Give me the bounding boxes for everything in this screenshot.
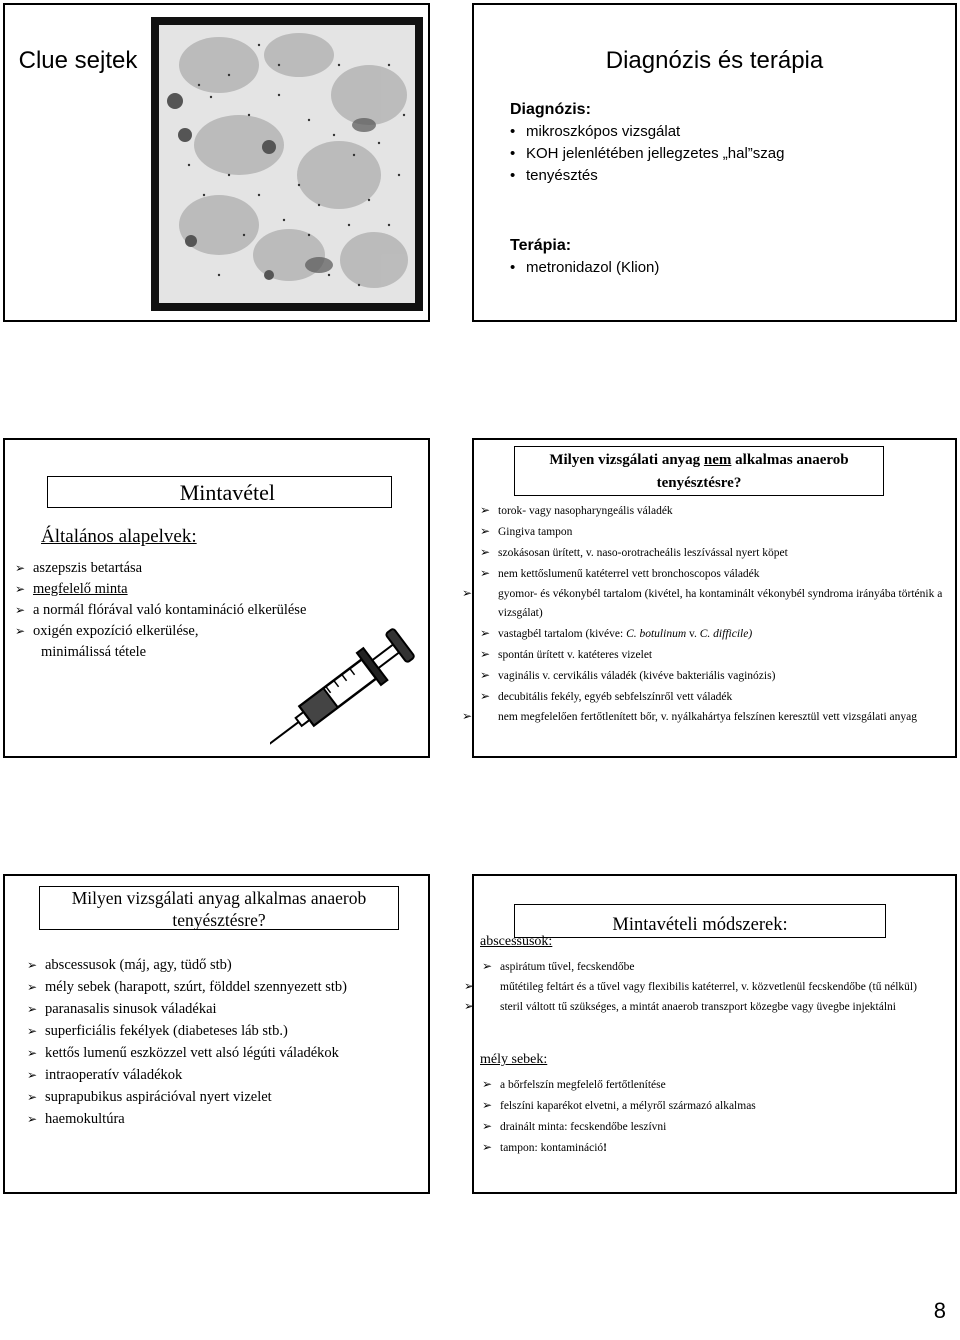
slide-not-suitable-material <box>462 438 957 758</box>
arrow-bullet-icon: ➢ <box>464 979 475 993</box>
list-item: ➢ a normál flórával való kontamináció elkerülése <box>15 600 306 621</box>
arrow-bullet-icon: ➢ <box>480 647 491 661</box>
arrow-bullet-icon: ➢ <box>480 668 491 682</box>
list-item: ➢ szokásosan ürített, v. naso-orotracheális leszívással nyert köpet <box>480 542 945 563</box>
slide-clue-cells <box>3 3 430 322</box>
not-suitable-list <box>462 500 945 727</box>
arrow-bullet-icon: ➢ <box>480 545 491 559</box>
list-item: ➢ nem kettőslumenű katéterrel vett bronchoscopos váladék <box>480 563 945 584</box>
arrow-bullet-icon: ➢ <box>482 1098 493 1112</box>
list-item: ➢ decubitális fekély, egyéb sebfelszínről vett váladék <box>480 686 945 707</box>
arrow-bullet-icon: ➢ <box>15 582 26 596</box>
therapy-list <box>510 257 659 279</box>
slide-sampling-methods <box>464 874 957 1194</box>
list-item: ➢ a bőrfelszín megfelelő fertőtlenítése <box>482 1074 945 1095</box>
list-item: ➢ oxigén expozíció elkerülése, <box>15 621 306 642</box>
slide-title: Milyen vizsgálati anyag alkalmas anaerob tenyésztésre? <box>39 886 399 930</box>
arrow-bullet-icon: ➢ <box>482 1119 493 1133</box>
suitable-list <box>27 954 347 1130</box>
page-number: 8 <box>933 1298 946 1323</box>
list-item: ➢ paranasalis sinusok váladékai <box>27 998 347 1020</box>
arrow-bullet-icon: ➢ <box>480 689 491 703</box>
list-item: • tenyésztés <box>510 165 784 187</box>
arrow-bullet-icon: ➢ <box>464 999 475 1013</box>
list-item: ➢ gyomor- és vékonybél tartalom (kivétel, ha kontaminált vékonybél syndroma irányába történik a vizsgálat) <box>462 586 943 619</box>
arrow-bullet-icon: ➢ <box>27 1090 38 1104</box>
abscess-methods-list <box>464 956 945 1017</box>
list-item: ➢ Gingiva tampon <box>480 521 945 542</box>
slide-title: Mintavétel <box>47 476 392 508</box>
slide-title: Clue sejtek <box>18 47 138 74</box>
list-item: • metronidazol (Klion) <box>510 257 659 279</box>
slide-title: Milyen vizsgálati anyag nem alkalmas anaerob tenyésztésre? <box>514 446 884 496</box>
list-item: ➢ spontán ürített v. katéteres vizelet <box>480 644 945 665</box>
arrow-bullet-icon: ➢ <box>27 1046 38 1060</box>
list-item: ➢ felszíni kaparékot elvetni, a mélyről származó alkalmas <box>482 1095 945 1116</box>
list-item: ➢ vaginális v. cervikális váladék (kivéve bakteriális vaginózis) <box>480 665 945 686</box>
list-item: ➢ steril váltott tű szükséges, a mintát anaerob transzport közegbe vagy üvegbe injektálni <box>482 997 945 1017</box>
list-item: • KOH jelenlétében jellegzetes „hal”szag <box>510 143 784 165</box>
arrow-bullet-icon: ➢ <box>15 603 26 617</box>
list-item: ➢ tampon: kontamináció! <box>482 1137 945 1158</box>
list-item: ➢ mély sebek (harapott, szúrt, földdel szennyezett stb) <box>27 976 347 998</box>
therapy-label: Terápia: <box>510 237 572 254</box>
list-item: ➢ vastagbél tartalom (kivéve: C. botulinum v. C. difficile) <box>480 623 945 644</box>
arrow-bullet-icon: ➢ <box>27 1068 38 1082</box>
list-item: ➢ intraoperatív váladékok <box>27 1064 347 1086</box>
arrow-bullet-icon: ➢ <box>27 980 38 994</box>
arrow-bullet-icon: ➢ <box>480 503 491 517</box>
list-item: ➢ nem megfelelően fertőtlenített bőr, v. nyálkahártya felszínen keresztül vett vizsgálati anyag <box>480 707 945 727</box>
arrow-bullet-icon: ➢ <box>27 1024 38 1038</box>
slide-title: Mintavételi módszerek: <box>514 904 886 938</box>
arrow-bullet-icon: ➢ <box>480 566 491 580</box>
arrow-bullet-icon: ➢ <box>27 1002 38 1016</box>
list-item: ➢ aszepszis betartása <box>15 558 306 579</box>
arrow-bullet-icon: ➢ <box>482 1077 493 1091</box>
arrow-bullet-icon: ➢ <box>15 561 26 575</box>
arrow-bullet-icon: ➢ <box>27 1112 38 1126</box>
list-item: ➢ haemokultúra <box>27 1108 347 1130</box>
syringe-icon <box>270 625 420 750</box>
list-item: • mikroszkópos vizsgálat <box>510 121 784 143</box>
arrow-bullet-icon: ➢ <box>462 586 473 600</box>
arrow-bullet-icon: ➢ <box>15 624 26 638</box>
diagnosis-list <box>510 121 784 187</box>
arrow-bullet-icon: ➢ <box>480 524 491 538</box>
arrow-bullet-icon: ➢ <box>480 626 491 640</box>
principles-list <box>15 558 306 663</box>
microscope-clue-cells-image <box>151 17 423 311</box>
category-heading-deep-wounds: mély sebek: <box>480 1052 548 1067</box>
section-heading: Általános alapelvek: <box>41 526 197 547</box>
arrow-bullet-icon: ➢ <box>27 958 38 972</box>
list-item: ➢ kettős lumenű eszközzel vett alsó légúti váladékok <box>27 1042 347 1064</box>
arrow-bullet-icon: ➢ <box>482 1140 493 1154</box>
deep-wound-methods-list <box>482 1074 945 1158</box>
list-item: ➢ megfelelő minta <box>15 579 306 600</box>
list-item: ➢ suprapubikus aspirációval nyert vizelet <box>27 1086 347 1108</box>
list-item-continuation: minimálissá tétele <box>41 644 147 660</box>
slide-diagnosis-therapy <box>472 3 957 322</box>
list-item: ➢ drainált minta: fecskendőbe leszívni <box>482 1116 945 1137</box>
arrow-bullet-icon: ➢ <box>482 959 493 973</box>
list-item: ➢ abscessusok (máj, agy, tüdő stb) <box>27 954 347 976</box>
arrow-bullet-icon: ➢ <box>462 709 473 723</box>
slide-sampling <box>3 438 430 758</box>
list-item: ➢ aspirátum tűvel, fecskendőbe <box>482 956 945 977</box>
list-item: ➢ műtétileg feltárt és a tűvel vagy flexibilis katéterrel, v. közvetlenül fecskendőbe (tű nélkül) <box>482 977 945 997</box>
slide-title: Diagnózis és terápia <box>605 47 824 74</box>
list-item: ➢ superficiális fekélyek (diabeteses láb stb.) <box>27 1020 347 1042</box>
diagnosis-label: Diagnózis: <box>510 101 591 118</box>
list-item: ➢ torok- vagy nasopharyngeális váladék <box>480 500 945 521</box>
category-heading-abscess: abscessusok: <box>480 934 553 949</box>
slide-suitable-material <box>3 874 430 1194</box>
